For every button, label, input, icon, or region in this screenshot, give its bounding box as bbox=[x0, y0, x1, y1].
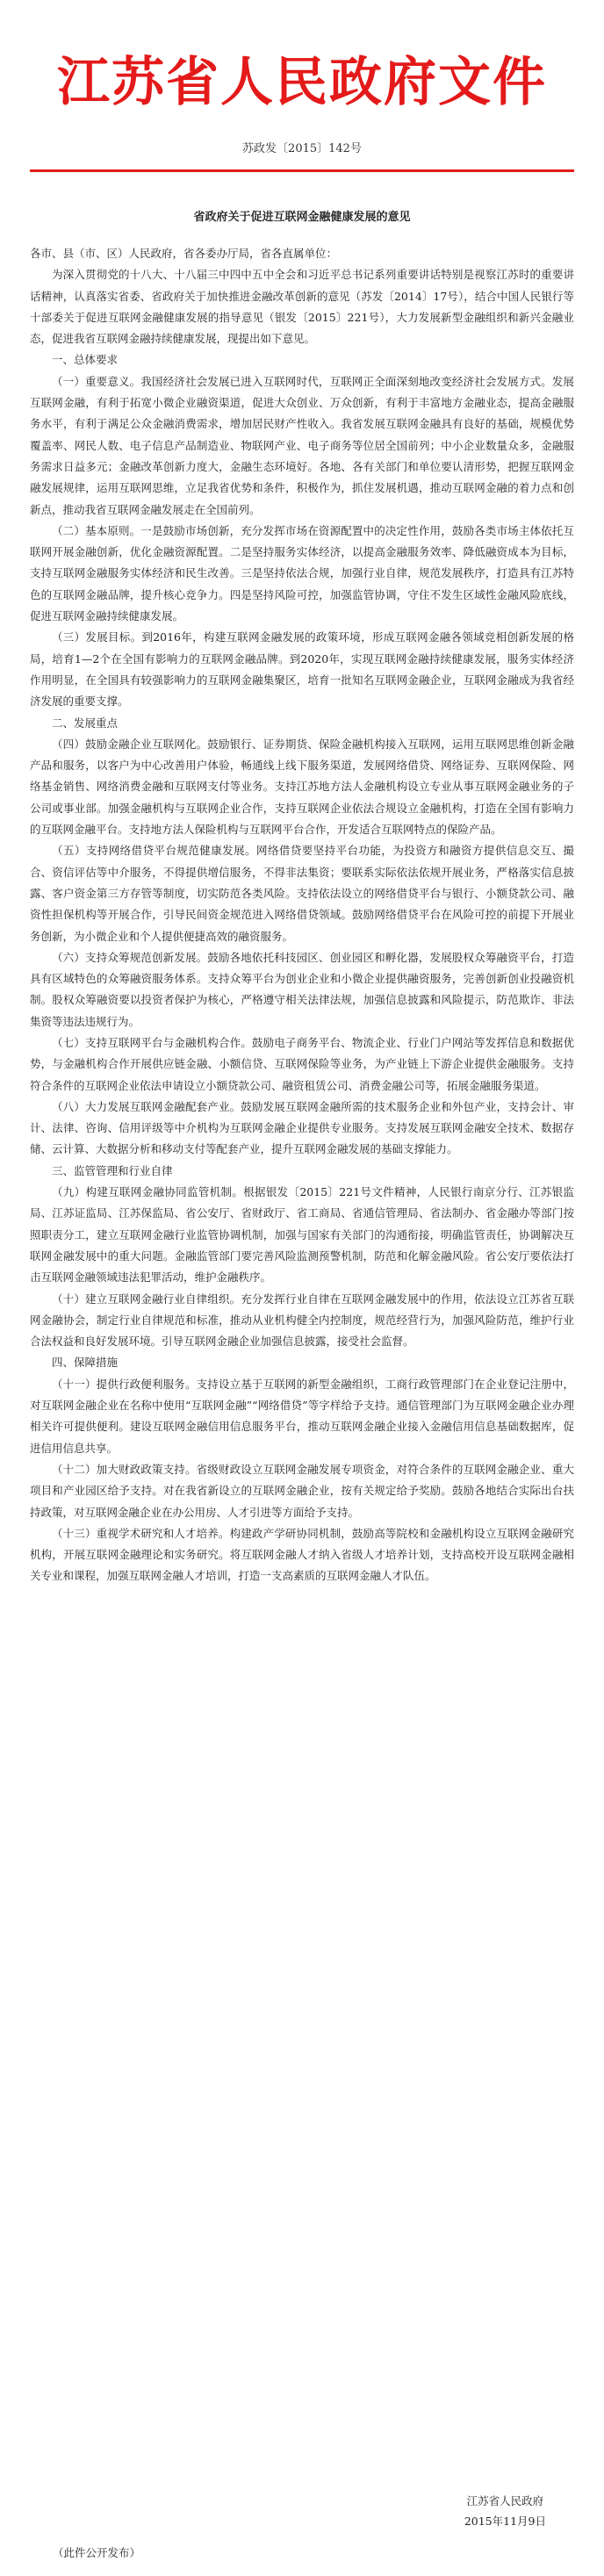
body-paragraph: （五）支持网络借贷平台规范健康发展。网络借贷要坚持平台功能，为投资方和融资方提供信息交互、撮合、资信评估等中介服务，不得提供增信服务，不得非法集资；要联系实际依法依规开展业务，严格落实信息披露、客户资金第三方存管等制度，切实防范各类风险。支持依法设立的网络借贷平台与银行、小额贷款公司、融资性担保机构等开展合作，引导民间资金规范进入网络借贷领域。鼓励网络借贷平台在风险可控的前提下开展业务创新，为小微企业和个人提供便捷高效的融资服务。 bbox=[30, 844, 574, 943]
body-paragraph: （十一）提供行政便利服务。支持设立基于互联网的新型金融组织，工商行政管理部门在企业登记注册中，对互联网金融企业在名称中使用“互联网金融”“网络借贷”等字样给予支持。通信管理部门为互联网金融企业办理相关许可提供便利。建设互联网金融信用信息服务平台，推动互联网金融企业接入金融信用信息基础数据库，促进信用信息共享。 bbox=[30, 1377, 574, 1455]
document-body bbox=[30, 243, 574, 1587]
section-heading: 一、总体要求 bbox=[52, 353, 119, 367]
body-paragraph: （一）重要意义。我国经济社会发展已进入互联网时代，互联网正全面深刻地改变经济社会发展方式。发展互联网金融，有利于拓宽小微企业融资渠道，促进大众创业、万众创新，有利于丰富地方金融业态，提高金融服务水平，有利于满足公众金融消费需求，增加居民财产性收入。我省发展互联网金融具有良好的基础，规模优势覆盖率、网民人数、电子信息产品制造业、物联网产业、电子商务等位居全国前列；中小企业数量众多，金融服务需求日益多元；金融改革创新力度大，金融生态环境好。各地、各有关部门和单位要认清形势，把握互联网金融发展规律，运用互联网思维，立足我省优势和条件，积极作为，抓住发展机遇，推动互联网金融的着力点和创新点，推动我省互联网金融发展走在全国前列。 bbox=[30, 374, 574, 516]
body-paragraph: （七）支持互联网平台与金融机构合作。鼓励电子商务平台、物流企业、行业门户网站等发挥信息和数据优势，与金融机构合作开展供应链金融、小额信贷、互联网保险等业务，为产业链上下游企业提供金融服务。支持符合条件的互联网企业依法申请设立小额贷款公司、融资租赁公司、消费金融公司等，拓展金融服务渠道。 bbox=[30, 1035, 574, 1092]
issue-date: 2015年11月9日 bbox=[464, 2515, 546, 2528]
section-heading: 四、保障措施 bbox=[52, 1356, 119, 1370]
section-heading: 二、发展重点 bbox=[52, 716, 119, 730]
body-paragraph: （四）鼓励金融企业互联网化。鼓励银行、证券期货、保险金融机构接入互联网，运用互联网思维创新金融产品和服务，以客户为中心改善用户体验，畅通线上线下服务渠道，发展网络借贷、网络证券、互联网保险、网络基金销售、网络消费金融和互联网支付等业务。支持江苏地方法人金融机构设立专业从事互联网金融业务的子公司或事业部。加强金融机构与互联网企业合作，支持互联网企业依法合规设立金融机构，打造在全国有影响力的互联网金融平台。支持地方法人保险机构与互联网平台合作，开发适合互联网特点的保险产品。 bbox=[30, 737, 574, 837]
body-paragraph: （八）大力发展互联网金融配套产业。鼓励发展互联网金融所需的技术服务企业和外包产业，支持会计、审计、法律、咨询、信用评级等中介机构为互联网金融企业提供专业服务。支持发展互联网金融安全技术、数据存储、云计算、大数据分析和移动支付等配套产业，提升互联网金融发展的基础支撑能力。 bbox=[30, 1099, 574, 1156]
addressee-line: 各市、县（市、区）人民政府，省各委办厅局，省各直属单位： bbox=[30, 247, 338, 260]
red-divider-line bbox=[30, 169, 574, 172]
body-paragraph: （十）建立互联网金融行业自律组织。充分发挥行业自律在互联网金融发展中的作用，依法设立江苏省互联网金融协会，制定行业自律规范和标准，推动从业机构健全内控制度，规范经营行为，加强风险防范，维护行业合法权益和良好发展环境。引导互联网金融企业加强信息披露，接受社会监督。 bbox=[30, 1292, 574, 1349]
masthead-title: 江苏省人民政府文件 bbox=[57, 52, 547, 113]
issuer-name: 江苏省人民政府 bbox=[466, 2494, 544, 2508]
document-number: 苏政发〔2015〕142号 bbox=[242, 142, 362, 155]
body-paragraph: （三）发展目标。到2016年，构建互联网金融发展的政策环境，形成互联网金融各领域竞相创新发展的格局，培育1—2个在全国有影响力的互联网金融品牌。到2020年，实现互联网金融持续健康发展，服务实体经济作用明显，在全国具有较强影响力的互联网金融集聚区，培育一批知名互联网金融企业，互联网金融成为我省经济发展的重要支撑。 bbox=[30, 630, 574, 709]
body-paragraph: （十二）加大财政政策支持。省级财政设立互联网金融发展专项资金，对符合条件的互联网金融企业、重大项目和产业园区给予支持。对在我省新设立的互联网金融企业，按有关规定给予奖励。鼓励各地结合实际出台扶持政策，对互联网金融企业在办公用房、人才引进等方面给予支持。 bbox=[30, 1462, 574, 1519]
section-heading: 三、监管管理和行业自律 bbox=[52, 1163, 173, 1177]
intro-paragraph: 为深入贯彻党的十八大、十八届三中四中五中全会和习近平总书记系列重要讲话特别是视察江苏时的重要讲话精神，认真落实省委、省政府关于加快推进金融改革创新的意见（苏发〔2014〕17号），结合中国人民银行等十部委关于促进互联网金融健康发展的指导意见（银发〔2015〕221号），大力发展新型金融组织和新兴金融业态，促进我省互联网金融持续健康发展，现提出如下意见。 bbox=[30, 268, 574, 346]
signature-block bbox=[464, 2491, 546, 2531]
body-paragraph: （六）支持众筹规范创新发展。鼓励各地依托科技园区、创业园区和孵化器，发展股权众筹融资平台，打造具有区域特色的众筹融资服务体系。支持众筹平台为创业企业和小微企业提供融资服务，完善创新创业投融资机制。股权众筹融资要以投资者保护为核心，严格遵守相关法律法规，加强信息披露和风险提示，防范欺诈、非法集资等违法违规行为。 bbox=[30, 950, 574, 1028]
document-title: 省政府关于促进互联网金融健康发展的意见 bbox=[193, 211, 411, 224]
body-paragraph: （九）构建互联网金融协同监管机制。根据银发〔2015〕221号文件精神，人民银行南京分行、江苏银监局、江苏证监局、江苏保监局、省公安厅、省财政厅、省工商局、省通信管理局、省法制办、省金融办等部门按照职责分工，建立互联网金融行业监管协调机制，加强与国家有关部门的沟通衔接，明确监管责任，协调解决互联网金融发展中的重大问题。金融监管部门要完善风险监测预警机制，防范和化解金融风险。省公安厅要依法打击互联网金融领域违法犯罪活动，维护金融秩序。 bbox=[30, 1185, 574, 1284]
body-paragraph: （二）基本原则。一是鼓励市场创新，充分发挥市场在资源配置中的决定性作用，鼓励各类市场主体依托互联网开展金融创新，优化金融资源配置。二是坚持服务实体经济，以提高金融服务效率、降低融资成本为目标，支持互联网金融服务实体经济和民生改善。三是坚持依法合规，加强行业自律，规范发展秩序，打造具有江苏特色的互联网金融品牌，提升核心竞争力。四是坚持风险可控，加强监管协调，守住不发生区域性金融风险底线，促进互联网金融持续健康发展。 bbox=[30, 523, 574, 623]
publication-note: （此件公开发布） bbox=[53, 2546, 141, 2559]
body-paragraph: （十三）重视学术研究和人才培养。构建政产学研协同机制，鼓励高等院校和金融机构设立互联网金融研究机构，开展互联网金融理论和实务研究。将互联网金融人才纳入省级人才培养计划，支持高校开设互联网金融相关专业和课程，加强互联网金融人才培训，打造一支高素质的互联网金融人才队伍。 bbox=[30, 1526, 574, 1583]
